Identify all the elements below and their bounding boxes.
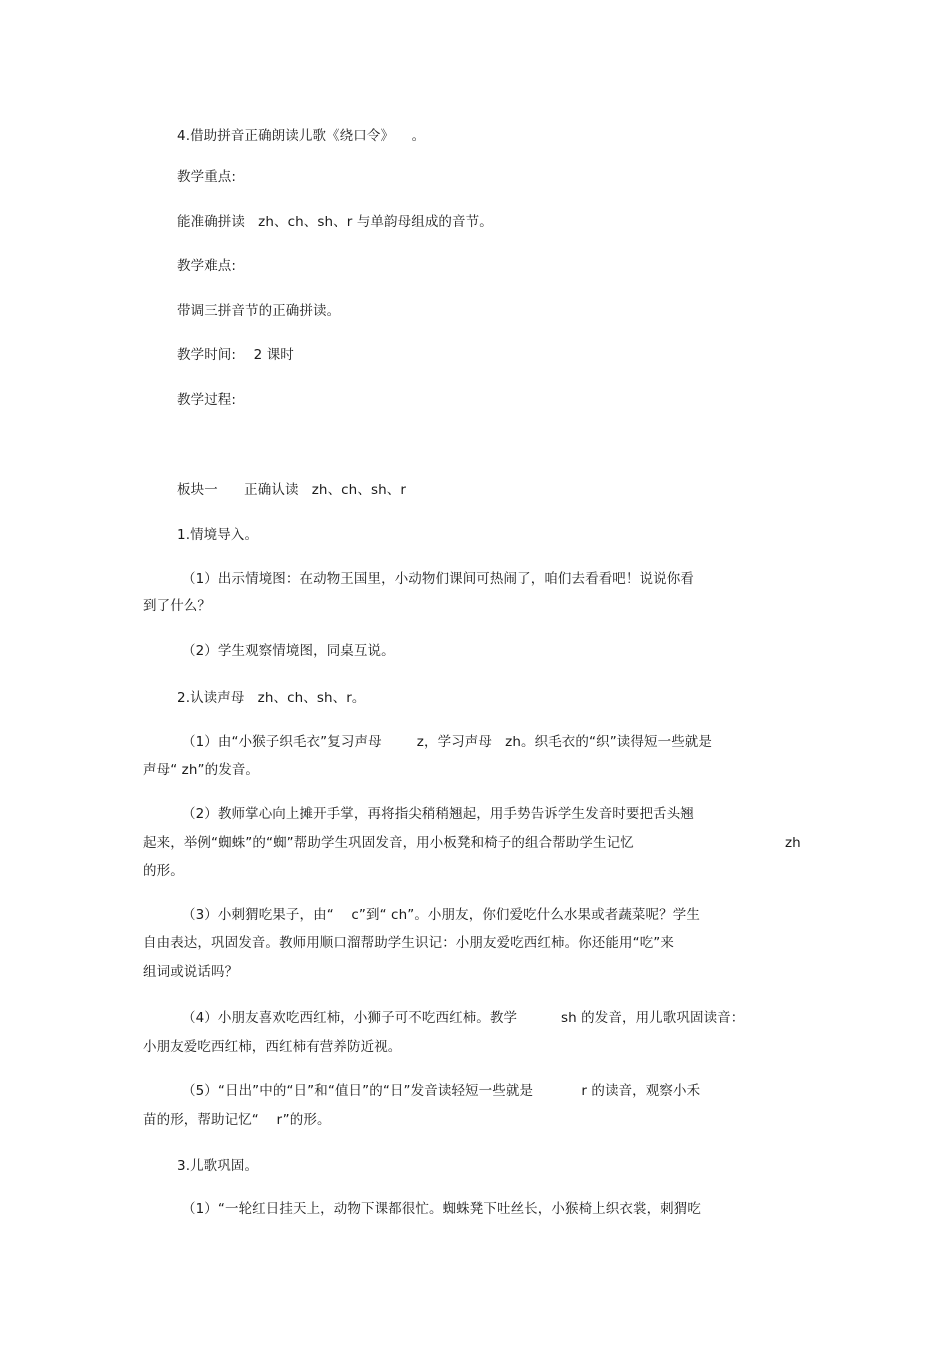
step-2-heading: 2.认读声母 zh、ch、sh、r。 [177, 690, 366, 706]
step-2-item-3-line-3: 组词或说话吗？ [143, 964, 239, 980]
key-points-text: 能准确拼读 zh、ch、sh、r 与单韵母组成的音节。 [177, 214, 493, 230]
step-2-item-4-line-2: 小朋友爱吃西红柿，西红柿有营养防近视。 [143, 1039, 402, 1055]
step-2-item-5-line-2: 苗的形，帮助记忆“ r”的形。 [143, 1112, 331, 1128]
step-2-item-3-line-1: （3）小刺猬吃果子，由“ c”到“ ch”。小朋友，你们爱吃什么水果或者蔬菜呢？学生 [182, 907, 700, 923]
step-1-heading: 1.情境导入。 [177, 527, 259, 543]
step-2-item-4-line-1: （4）小朋友喜欢吃西红柿，小狮子可不吃西红柿。教学 sh 的发音，用儿歌巩固读音： [182, 1010, 745, 1026]
step-1-item-2: （2）学生观察情境图，同桌互说。 [182, 643, 395, 659]
step-2-item-2-line-3: 的形。 [143, 863, 184, 879]
objective-4-line: 4.借助拼音正确朗读儿歌《绕口令》 。 [177, 128, 426, 144]
section-one-heading: 板块一 正确认读 zh、ch、sh、r [177, 482, 406, 498]
step-3-heading: 3.儿歌巩固。 [177, 1158, 259, 1174]
step-2-item-3-line-2: 自由表达，巩固发音。教师用顺口溜帮助学生识记：小朋友爱吃西红柿。你还能用“吃”来 [143, 935, 674, 951]
step-1-item-1-line-2: 到了什么？ [143, 598, 211, 614]
step-1-item-1-line-1: （1）出示情境图：在动物王国里，小动物们课间可热闹了，咱们去看看吧！说说你看 [182, 571, 694, 587]
step-2-item-2-line-2: 起来，举例“蜘蛛”的“蜘”帮助学生巩固发音，用小板凳和椅子的组合帮助学生记忆 [143, 835, 634, 851]
difficulties-text: 带调三拼音节的正确拼读。 [177, 303, 341, 319]
heading-key-points: 教学重点: [177, 169, 237, 185]
step-2-item-1-line-1: （1）由“小猴子织毛衣”复习声母 z，学习声母 zh。织毛衣的“织”读得短一些就是 [182, 734, 712, 750]
step-2-item-5-line-1: （5）“日出”中的“日”和“值日”的“日”发音读轻短一些就是 r 的读音，观察小禾 [182, 1083, 701, 1099]
heading-difficulties: 教学难点: [177, 258, 237, 274]
teaching-time-line: 教学时间: 2 课时 [177, 347, 294, 363]
step-2-item-2-zh: zh [785, 835, 801, 851]
step-3-item-1-line-1: （1）“一轮红日挂天上，动物下课都很忙。蜘蛛凳下吐丝长，小猴椅上织衣裳，刺猬吃 [182, 1201, 701, 1217]
step-2-item-1-line-2: 声母“ zh”的发音。 [143, 762, 260, 778]
step-2-item-2-line-1: （2）教师掌心向上摊开手掌，再将指尖稍稍翘起，用手势告诉学生发音时要把舌头翘 [182, 806, 694, 822]
heading-process: 教学过程: [177, 392, 237, 408]
